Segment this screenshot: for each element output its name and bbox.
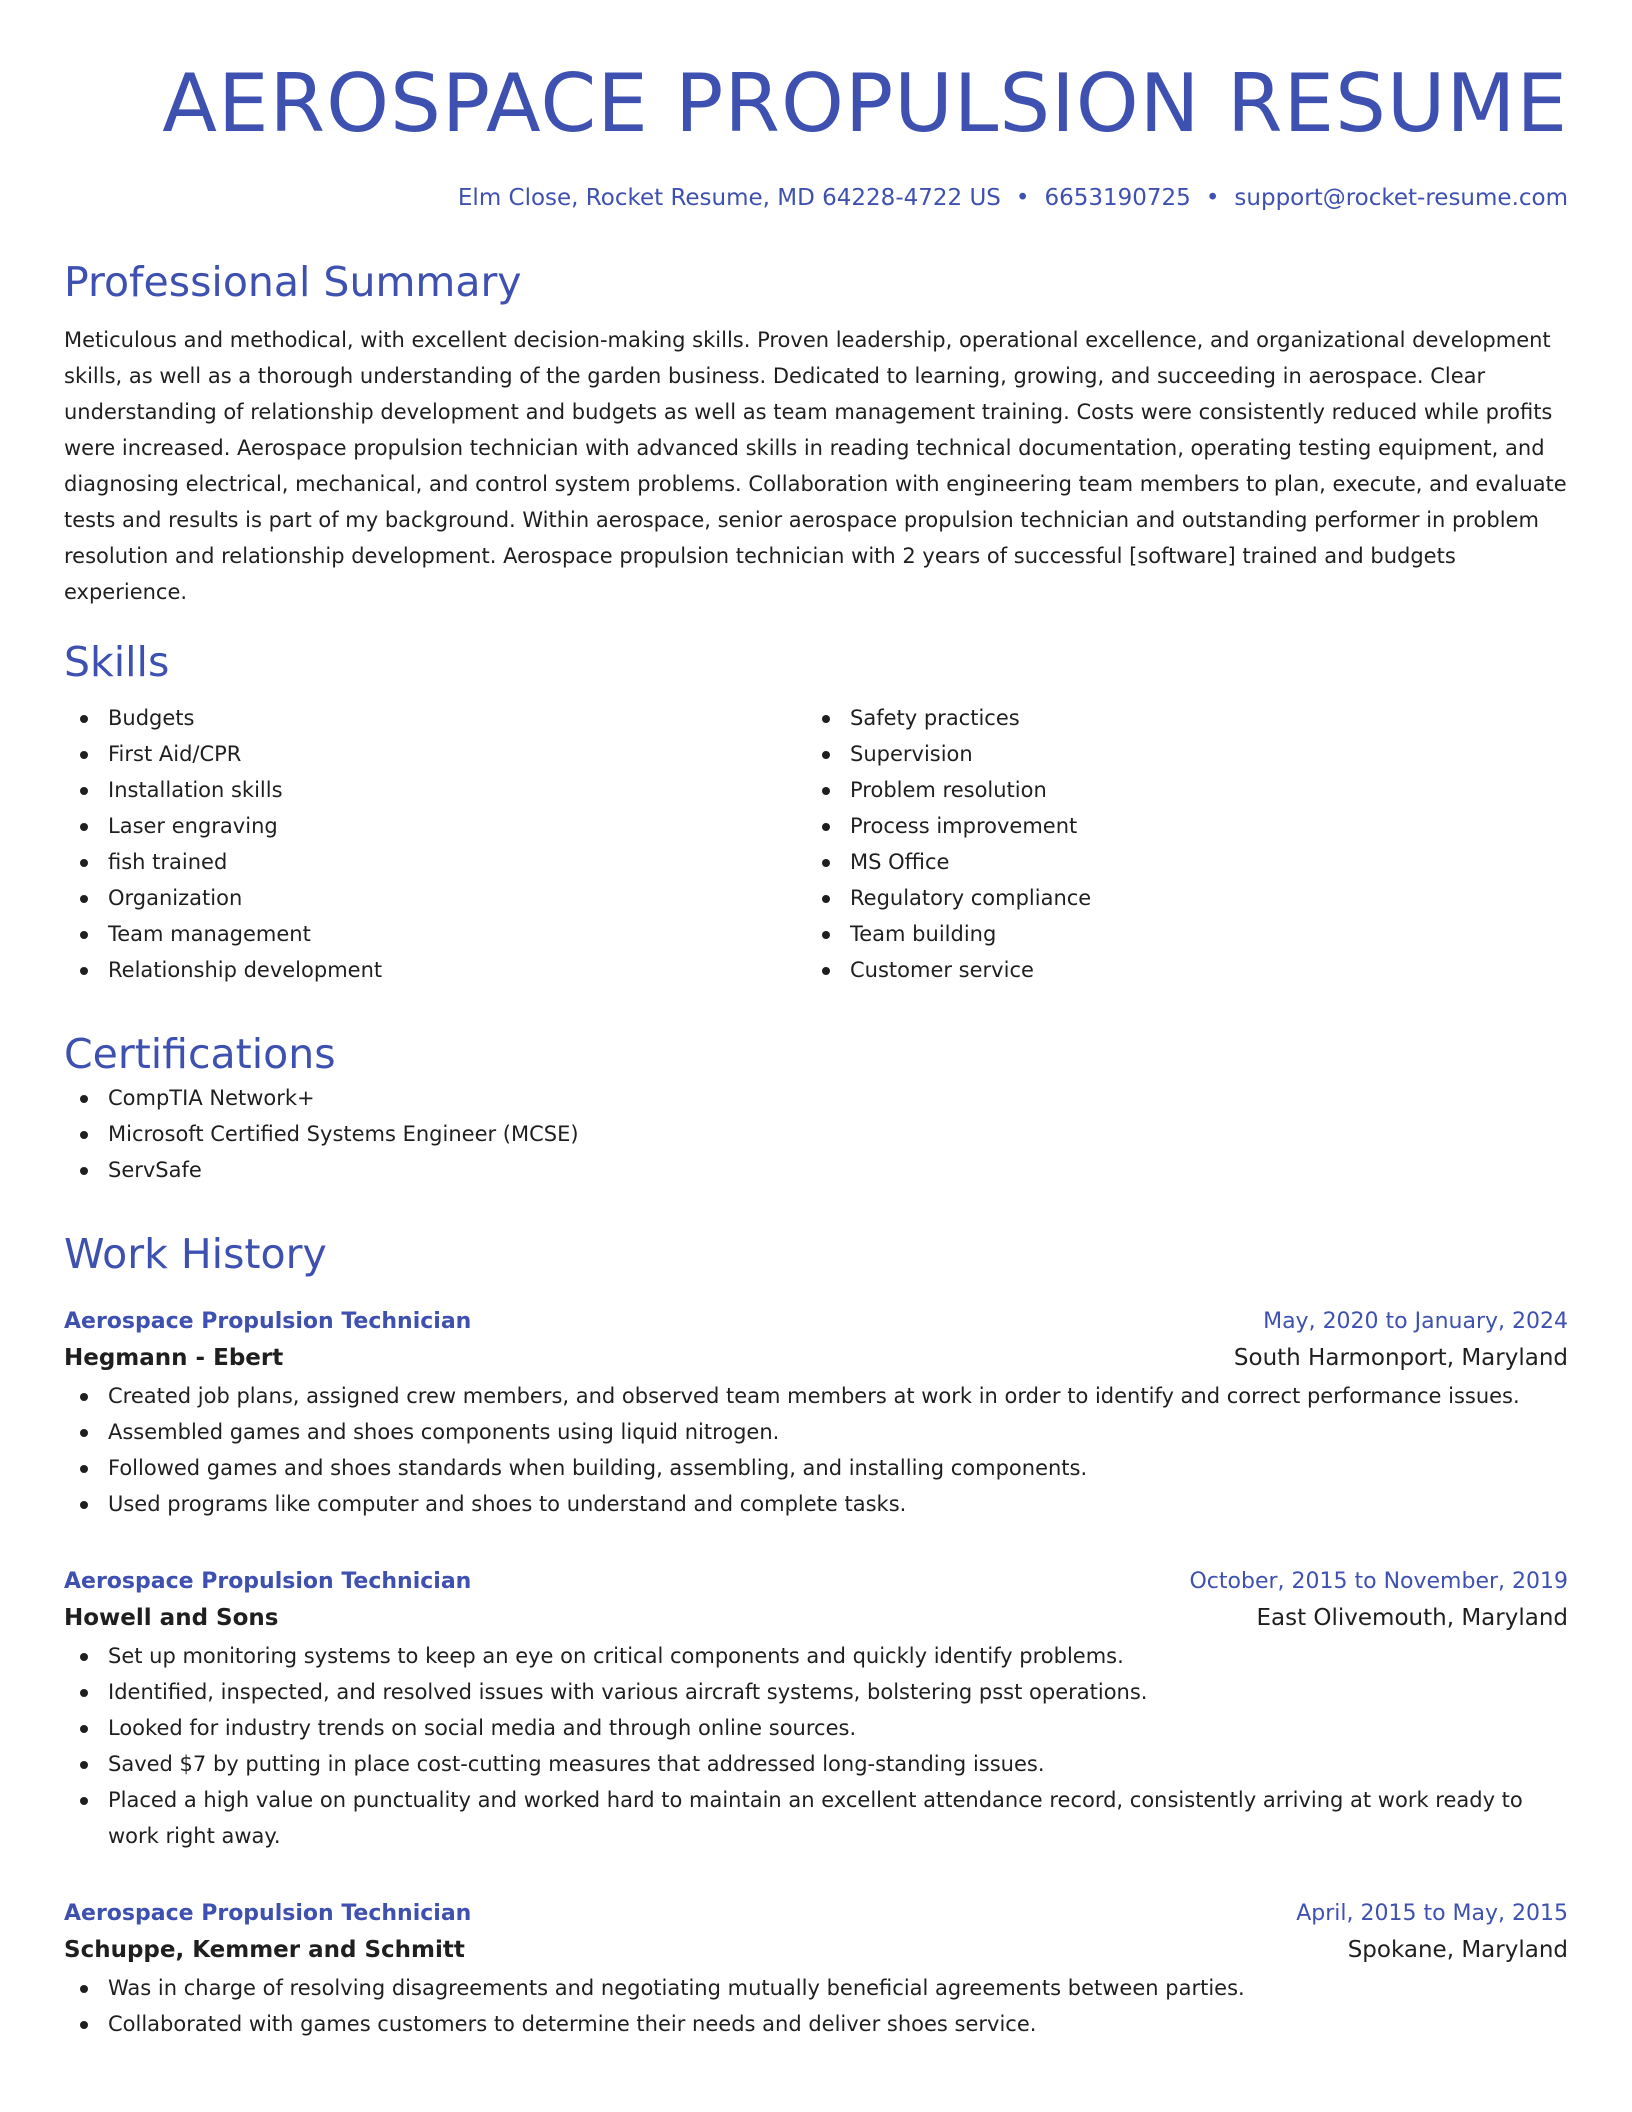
- job-entry: [64, 1898, 1568, 2042]
- job-duty-item: Identified, inspected, and resolved issues with various aircraft systems, bolstering psst operations.: [64, 1674, 1568, 1710]
- job-dates: April, 2015 to May, 2015: [1296, 1901, 1568, 1926]
- skill-item: First Aid/CPR: [64, 736, 806, 772]
- job-header-row: [64, 1306, 1568, 1338]
- skills-list-left: [64, 700, 806, 988]
- job-company-row: [64, 1338, 1568, 1378]
- job-dates: October, 2015 to November, 2019: [1189, 1569, 1568, 1594]
- job-duty-item: Placed a high value on punctuality and worked hard to maintain an excellent attendance record, consistently arriving at work ready to work right away.: [64, 1782, 1568, 1854]
- skill-item: Safety practices: [806, 700, 1548, 736]
- section-title-work-history: Work History: [64, 1230, 327, 1278]
- certification-item: Microsoft Certified Systems Engineer (MCSE): [64, 1116, 1568, 1152]
- skill-item: Team management: [64, 916, 806, 952]
- contact-email[interactable]: support@rocket-resume.com: [1234, 185, 1568, 211]
- job-duties-list: [64, 1970, 1568, 2042]
- certification-item: CompTIA Network+: [64, 1080, 1568, 1116]
- skill-item: Process improvement: [806, 808, 1548, 844]
- job-company-row: [64, 1598, 1568, 1638]
- job-duties-list: [64, 1638, 1568, 1854]
- certification-item: ServSafe: [64, 1152, 1568, 1188]
- contact-phone: 6653190725: [1044, 185, 1191, 211]
- job-company: Hegmann - Ebert: [64, 1345, 284, 1371]
- job-duties-list: [64, 1378, 1568, 1522]
- job-duty-item: Assembled games and shoes components using liquid nitrogen.: [64, 1414, 1568, 1450]
- job-dates: May, 2020 to January, 2024: [1263, 1309, 1568, 1334]
- job-duty-item: Saved $7 by putting in place cost-cutting measures that addressed long-standing issues.: [64, 1746, 1568, 1782]
- job-duty-item: Collaborated with games customers to determine their needs and deliver shoes service.: [64, 2006, 1568, 2042]
- job-company-row: [64, 1930, 1568, 1970]
- job-title: Aerospace Propulsion Technician: [64, 1569, 472, 1594]
- job-duty-item: Used programs like computer and shoes to understand and complete tasks.: [64, 1486, 1568, 1522]
- skills-section: [64, 636, 1568, 988]
- job-header-row: [64, 1898, 1568, 1930]
- job-title: Aerospace Propulsion Technician: [64, 1309, 472, 1334]
- skill-item: Organization: [64, 880, 806, 916]
- skills-list-right: [806, 700, 1548, 988]
- job-duty-item: Set up monitoring systems to keep an eye on critical components and quickly identify problems.: [64, 1638, 1568, 1674]
- skill-item: fish trained: [64, 844, 806, 880]
- section-title-summary: Professional Summary: [64, 258, 522, 306]
- job-company: Schuppe, Kemmer and Schmitt: [64, 1937, 465, 1963]
- job-duty-item: Looked for industry trends on social media and through online sources.: [64, 1710, 1568, 1746]
- skill-item: Supervision: [806, 736, 1548, 772]
- section-title-certifications: Certifications: [64, 1030, 336, 1078]
- section-title-skills: Skills: [64, 638, 170, 686]
- resume-page: [64, 0, 1568, 2042]
- skill-item: Team building: [806, 916, 1548, 952]
- skill-item: Installation skills: [64, 772, 806, 808]
- skill-item: Budgets: [64, 700, 806, 736]
- work-history-section: [64, 1228, 1568, 2042]
- job-entry: [64, 1306, 1568, 1522]
- resume-name: AEROSPACE PROPULSION RESUME: [162, 57, 1568, 150]
- job-location: South Harmonport, Maryland: [1233, 1345, 1568, 1371]
- job-duty-item: Was in charge of resolving disagreements and negotiating mutually beneficial agreements between parties.: [64, 1970, 1568, 2006]
- job-duty-item: Created job plans, assigned crew members, and observed team members at work in order to identify and correct performance issues.: [64, 1378, 1568, 1414]
- skill-item: Laser engraving: [64, 808, 806, 844]
- contact-separator: •: [1205, 185, 1220, 211]
- job-location: Spokane, Maryland: [1347, 1937, 1568, 1963]
- contact-line: [64, 182, 1568, 214]
- certifications-list: [64, 1080, 1568, 1188]
- skill-item: Relationship development: [64, 952, 806, 988]
- skill-item: MS Office: [806, 844, 1548, 880]
- job-title: Aerospace Propulsion Technician: [64, 1901, 472, 1926]
- contact-separator: •: [1015, 185, 1030, 211]
- summary-section: [64, 256, 1568, 610]
- certifications-section: [64, 1028, 1568, 1188]
- job-location: East Olivemouth, Maryland: [1256, 1605, 1568, 1631]
- contact-address: Elm Close, Rocket Resume, MD 64228-4722 US: [457, 185, 1001, 211]
- skill-item: Customer service: [806, 952, 1548, 988]
- job-entry: [64, 1566, 1568, 1854]
- skill-item: Problem resolution: [806, 772, 1548, 808]
- skills-grid: [64, 700, 1568, 988]
- skills-column-right: [806, 700, 1548, 988]
- job-duty-item: Followed games and shoes standards when building, assembling, and installing components.: [64, 1450, 1568, 1486]
- skills-column-left: [64, 700, 806, 988]
- job-company: Howell and Sons: [64, 1605, 279, 1631]
- summary-text: Meticulous and methodical, with excellent decision-making skills. Proven leadership, operational excellence, and organizational development skills, as well as a thorough understanding of the garden business. Dedicated to learning, growing, and succeeding in aerospace. Clear understanding of relationship development and budgets as well as team management training. Costs were consistently reduced while profits were increased. Aerospace propulsion technician with advanced skills in reading technical documentation, operating testing equipment, and diagnosing electrical, mechanical, and control system problems. Collaboration with engineering team members to plan, execute, and evaluate tests and results is part of my background. Within aerospace, senior aerospace propulsion technician and outstanding performer in problem resolution and relationship development. Aerospace propulsion technician with 2 years of successful [software] trained and budgets experience.: [64, 328, 1567, 604]
- skill-item: Regulatory compliance: [806, 880, 1548, 916]
- job-header-row: [64, 1566, 1568, 1598]
